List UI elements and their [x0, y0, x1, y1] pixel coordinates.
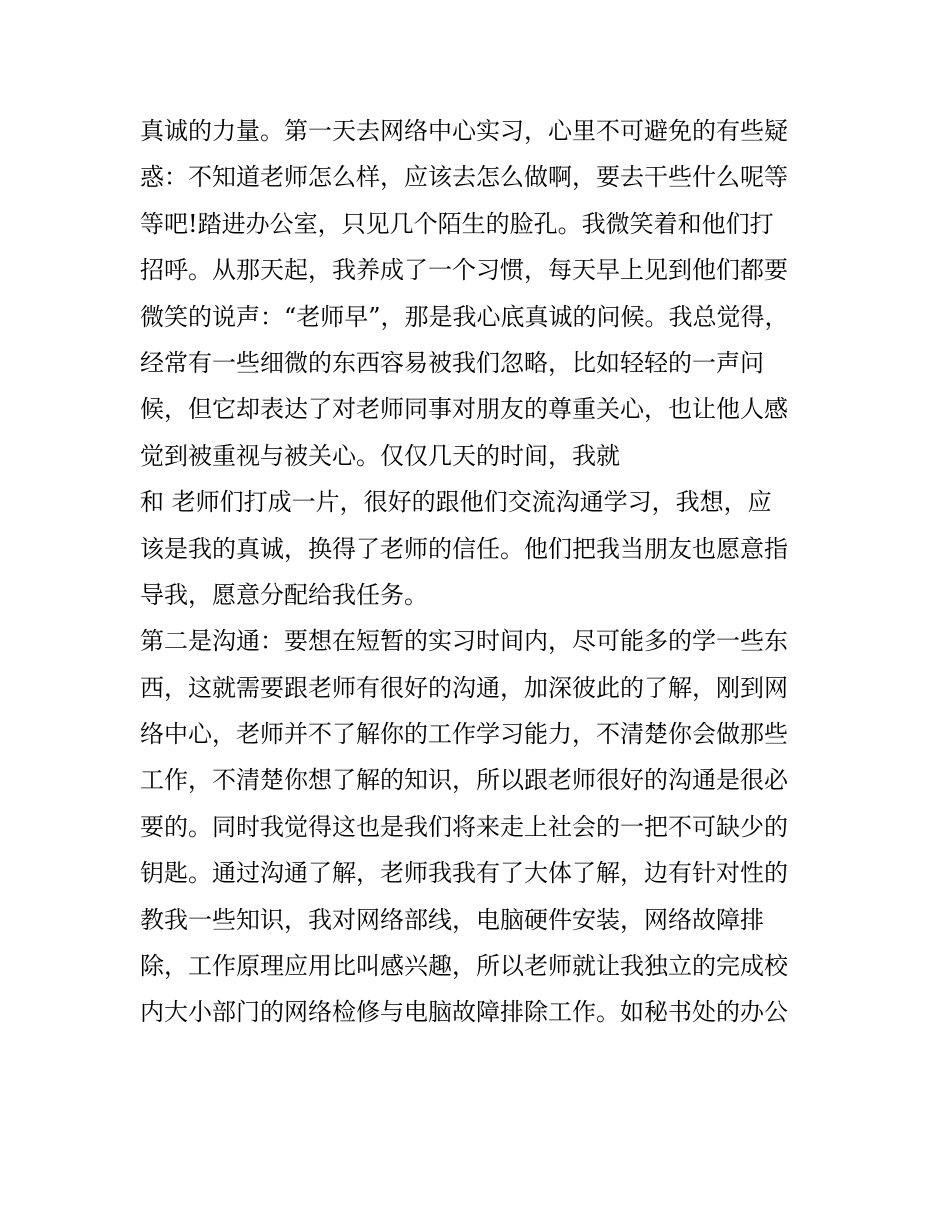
text-line: 要的。同时我觉得这也是我们将来走上社会的一把不可缺少的 — [140, 812, 788, 841]
text-line: 工作，不清楚你想了解的知识，所以跟老师很好的沟通是很必 — [140, 766, 788, 795]
text-line: 惑：不知道老师怎么样，应该去怎么做啊，要去干些什么呢等 — [140, 163, 788, 192]
text-line: 经常有一些细微的东西容易被我们忽略，比如轻轻的一声问 — [140, 348, 764, 377]
text-line: 导我，愿意分配给我任务。 — [140, 580, 428, 609]
text-line: 招呼。从那天起，我养成了一个习惯，每天早上见到他们都要 — [140, 256, 788, 285]
text-line: 和 老师们打成一片，很好的跟他们交流沟通学习，我想，应 — [140, 488, 772, 517]
text-line: 等吧!踏进办公室，只见几个陌生的脸孔。我微笑着和他们打 — [140, 209, 774, 238]
text-line: 微笑的说声：“老师早”，那是我心底真诚的问候。我总觉得， — [140, 302, 789, 331]
text-line: 第二是沟通：要想在短暂的实习时间内，尽可能多的学一些东 — [140, 627, 788, 656]
text-line: 觉到被重视与被关心。仅仅几天的时间，我就 — [140, 441, 620, 470]
text-line: 西，这就需要跟老师有很好的沟通，加深彼此的了解，刚到网 — [140, 673, 788, 702]
body-text — [140, 108, 820, 1036]
text-line: 钥匙。通过沟通了解，老师我我有了大体了解，边有针对性的 — [140, 859, 788, 888]
text-line: 候，但它却表达了对老师同事对朋友的尊重关心，也让他人感 — [140, 395, 788, 424]
text-line: 除，工作原理应用比叫感兴趣，所以老师就让我独立的完成校 — [140, 952, 788, 981]
text-line: 内大小部门的网络检修与电脑故障排除工作。如秘书处的办公 — [140, 998, 788, 1027]
text-line: 该是我的真诚，换得了老师的信任。他们把我当朋友也愿意指 — [140, 534, 788, 563]
text-line: 络中心，老师并不了解你的工作学习能力，不清楚你会做那些 — [140, 720, 788, 749]
text-line: 真诚的力量。第一天去网络中心实习，心里不可避免的有些疑 — [140, 117, 788, 145]
text-line: 教我一些知识，我对网络部线，电脑硬件安装，网络故障排 — [140, 905, 764, 934]
